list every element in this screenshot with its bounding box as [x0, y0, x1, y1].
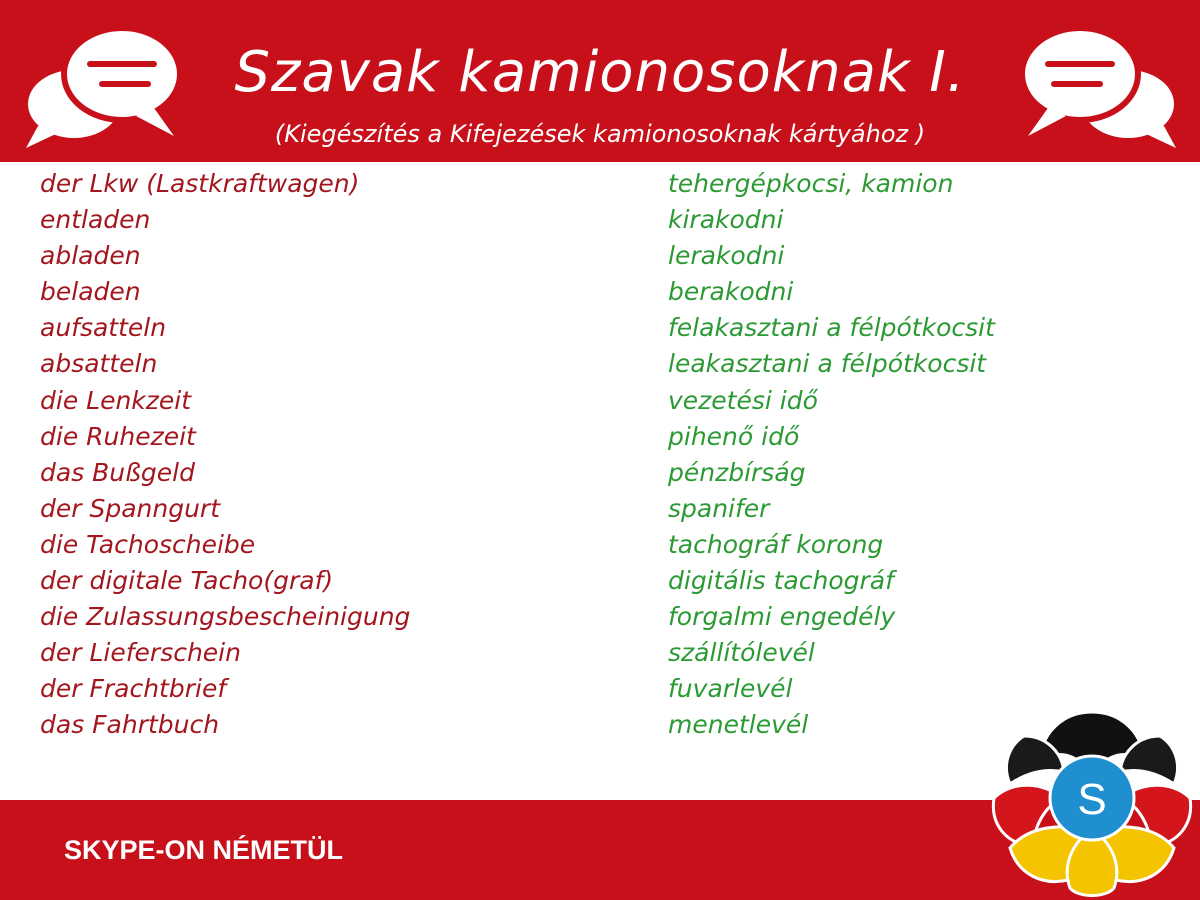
flower-logo-icon	[984, 706, 1200, 900]
page-subtitle: (Kiegészítés a Kifejezések kamionosoknak kártyához )	[274, 120, 926, 148]
hungarian-term: kirakodni	[668, 205, 784, 235]
hungarian-term: pénzbírság	[668, 457, 806, 487]
hungarian-term: tachográf korong	[668, 529, 884, 559]
german-term: entladen	[40, 205, 151, 235]
brand-name: SKYPE-ON NÉMETÜL	[64, 835, 344, 865]
logo-letter: S	[1077, 775, 1107, 824]
hungarian-term: szállítólevél	[668, 638, 815, 668]
hungarian-term: fuvarlevél	[668, 674, 793, 704]
german-term: aufsatteln	[40, 313, 167, 343]
hungarian-term: felakasztani a félpótkocsit	[668, 313, 995, 343]
hungarian-term: spanifer	[668, 493, 770, 523]
german-term: das Fahrtbuch	[40, 710, 220, 740]
german-column	[40, 166, 410, 744]
german-term: der digitale Tacho(graf)	[40, 566, 334, 596]
vocabulary-list	[0, 166, 1200, 786]
german-term: der Frachtbrief	[40, 674, 227, 704]
german-term: beladen	[40, 277, 141, 307]
page-title: Szavak kamionosoknak I.	[234, 40, 966, 105]
hungarian-term: berakodni	[668, 277, 794, 307]
hungarian-term: lerakodni	[668, 241, 785, 271]
german-term: die Ruhezeit	[40, 421, 196, 451]
german-term: der Lieferschein	[40, 638, 241, 668]
german-term: die Lenkzeit	[40, 385, 192, 415]
german-term: absatteln	[40, 349, 158, 379]
hungarian-term: menetlevél	[668, 710, 809, 740]
german-term: abladen	[40, 241, 141, 271]
hungarian-term: pihenő idő	[668, 421, 800, 451]
german-term: der Lkw (Lastkraftwagen)	[40, 169, 360, 198]
hungarian-term: digitális tachográf	[668, 566, 894, 596]
german-term: der Spanngurt	[40, 493, 221, 523]
german-term: die Zulassungsbescheinigung	[40, 602, 411, 632]
hungarian-term: forgalmi engedély	[668, 602, 896, 632]
german-term: die Tachoscheibe	[40, 529, 256, 559]
hungarian-term: vezetési idő	[668, 385, 818, 415]
hungarian-column	[668, 166, 995, 744]
hungarian-term: tehergépkocsi, kamion	[668, 169, 954, 198]
hungarian-term: leakasztani a félpótkocsit	[668, 349, 987, 379]
german-term: das Bußgeld	[40, 457, 195, 487]
